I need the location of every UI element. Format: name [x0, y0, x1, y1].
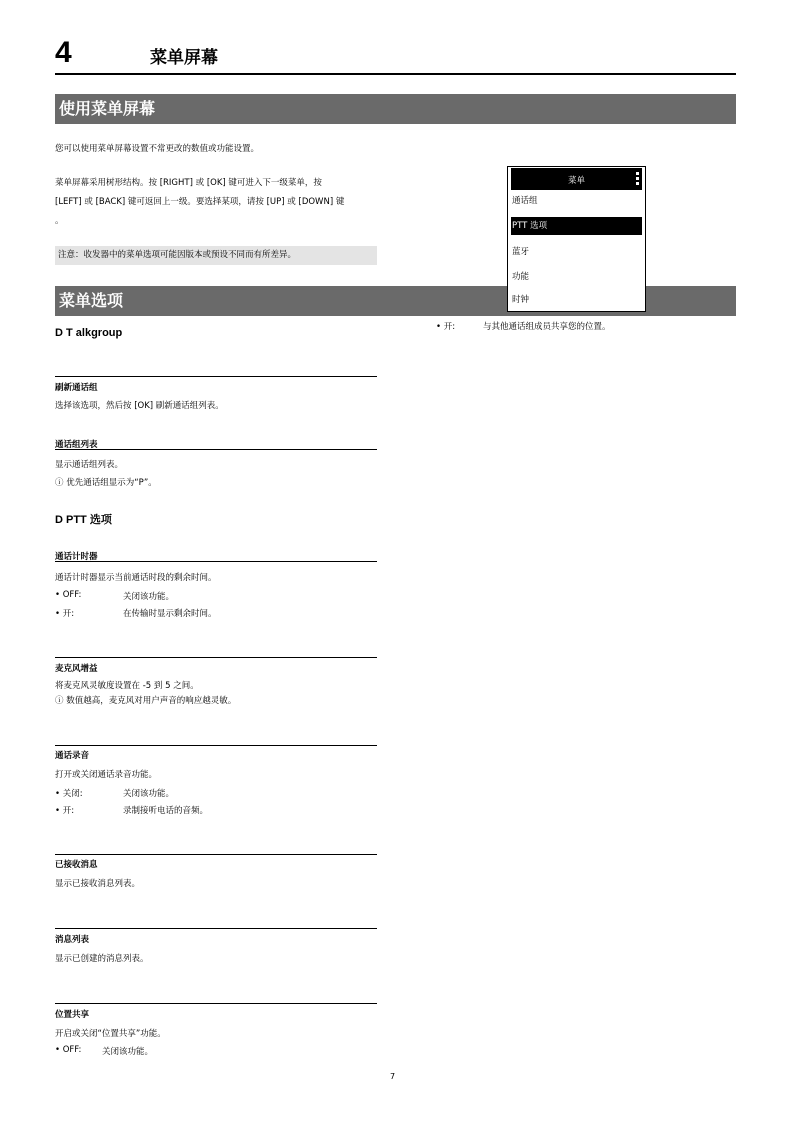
menu-item-talkgroup: 通话组: [512, 196, 538, 206]
bullet-call-recording-on: [55, 804, 377, 816]
section-bar-use-menu: 使用菜单屏幕: [55, 94, 736, 124]
divider: [55, 928, 377, 929]
menu-screen-illustration: [507, 166, 646, 312]
item-title-talk-timer: 通话计时器: [55, 552, 98, 562]
info-note-mic-gain: ⓘ 数值越高，麦克风对用户声音的响应越灵敏。: [55, 696, 237, 706]
section-bar-menu-options: 菜单选项: [55, 286, 736, 316]
bullet-value: 关闭该功能。: [102, 1047, 154, 1057]
menu-item-function: 功能: [512, 272, 530, 282]
item-desc-mic-gain: 将麦克风灵敏度设置在 -5 到 5 之间。: [55, 681, 199, 691]
item-title-talkgroup-list: 通话组列表: [55, 440, 98, 450]
divider: [55, 745, 377, 746]
location-share-on-bullet: [436, 320, 736, 332]
item-desc-call-recording: 打开或关闭通话录音功能。: [55, 770, 158, 780]
item-title-mic-gain: 麦克风增益: [55, 664, 98, 674]
intro-paragraph-2-line-2: [LEFT] 或 [BACK] 键可返回上一级。要选择某项，请按 [UP] 或 [DOWN] 键: [55, 197, 345, 207]
chapter-number: 4: [55, 36, 72, 69]
item-desc-message-list: 显示已创建的消息列表。: [55, 954, 149, 964]
divider: [55, 561, 377, 562]
item-title-refresh-talkgroup: 刷新通话组: [55, 383, 98, 393]
bullet-value: 关闭该功能。: [123, 789, 175, 799]
intro-paragraph-1: 您可以使用菜单屏幕设置不常更改的数值或功能设置。: [55, 144, 260, 154]
bullet-talk-timer-on: [55, 607, 377, 619]
bullet-value: 在传输时显示剩余时间。: [123, 609, 217, 619]
bullet-value: 录制接听电话的音频。: [123, 806, 209, 816]
bullet-value: 关闭该功能。: [123, 592, 175, 602]
divider: [55, 376, 377, 377]
bullet-key: • 开:: [55, 806, 75, 816]
intro-paragraph-2-line-3: 。: [55, 216, 64, 226]
menu-item-clock: 时钟: [512, 295, 530, 305]
divider: [55, 449, 377, 450]
chapter-divider: [55, 73, 736, 75]
menu-item-ptt-options: PTT 选项: [511, 217, 642, 235]
item-title-received-messages: 已接收消息: [55, 860, 98, 870]
bullet-key: • 关闭:: [55, 789, 83, 799]
bullet-talk-timer-off: [55, 590, 377, 602]
menu-header: [511, 168, 642, 190]
page-number: 7: [390, 1072, 396, 1081]
menu-header-title: 菜单: [567, 176, 585, 186]
intro-paragraph-2-line-1: 菜单屏幕采用树形结构。按 [RIGHT] 或 [OK] 键可进入下一级菜单，按: [55, 178, 322, 188]
item-title-location-share: 位置共享: [55, 1010, 90, 1020]
item-title-message-list: 消息列表: [55, 935, 90, 945]
bullet-location-share-off: [55, 1045, 377, 1057]
more-icon: [636, 172, 639, 185]
bullet-call-recording-off: [55, 787, 377, 799]
item-desc-refresh-talkgroup: 选择该选项，然后按 [OK] 刷新通话组列表。: [55, 401, 224, 411]
divider: [55, 1003, 377, 1004]
divider: [55, 657, 377, 658]
item-desc-location-share: 开启或关闭“位置共享”功能。: [55, 1029, 166, 1039]
menu-item-bluetooth: 蓝牙: [512, 247, 530, 257]
bullet-key: • 开:: [436, 322, 456, 332]
item-desc-talk-timer: 通话计时器显示当前通话时段的剩余时间。: [55, 573, 217, 583]
item-desc-talkgroup-list: 显示通话组列表。: [55, 460, 124, 470]
divider: [55, 854, 377, 855]
subheading-talkgroup: D T alkgroup: [55, 327, 123, 339]
bullet-key: • OFF:: [55, 1045, 82, 1055]
subheading-ptt-options: D PTT 选项: [55, 514, 112, 526]
note-box: 注意：收发器中的菜单选项可能因版本或预设不同而有所差异。: [55, 246, 377, 265]
bullet-key: • OFF:: [55, 590, 82, 600]
info-note-priority-talkgroup: ⓘ 优先通话组显示为“P”。: [55, 478, 157, 488]
chapter-title: 菜单屏幕: [150, 48, 218, 68]
bullet-value: 与其他通话组成员共享您的位置。: [483, 322, 611, 332]
item-desc-received-messages: 显示已接收消息列表。: [55, 879, 141, 889]
bullet-key: • 开:: [55, 609, 75, 619]
item-title-call-recording: 通话录音: [55, 751, 90, 761]
